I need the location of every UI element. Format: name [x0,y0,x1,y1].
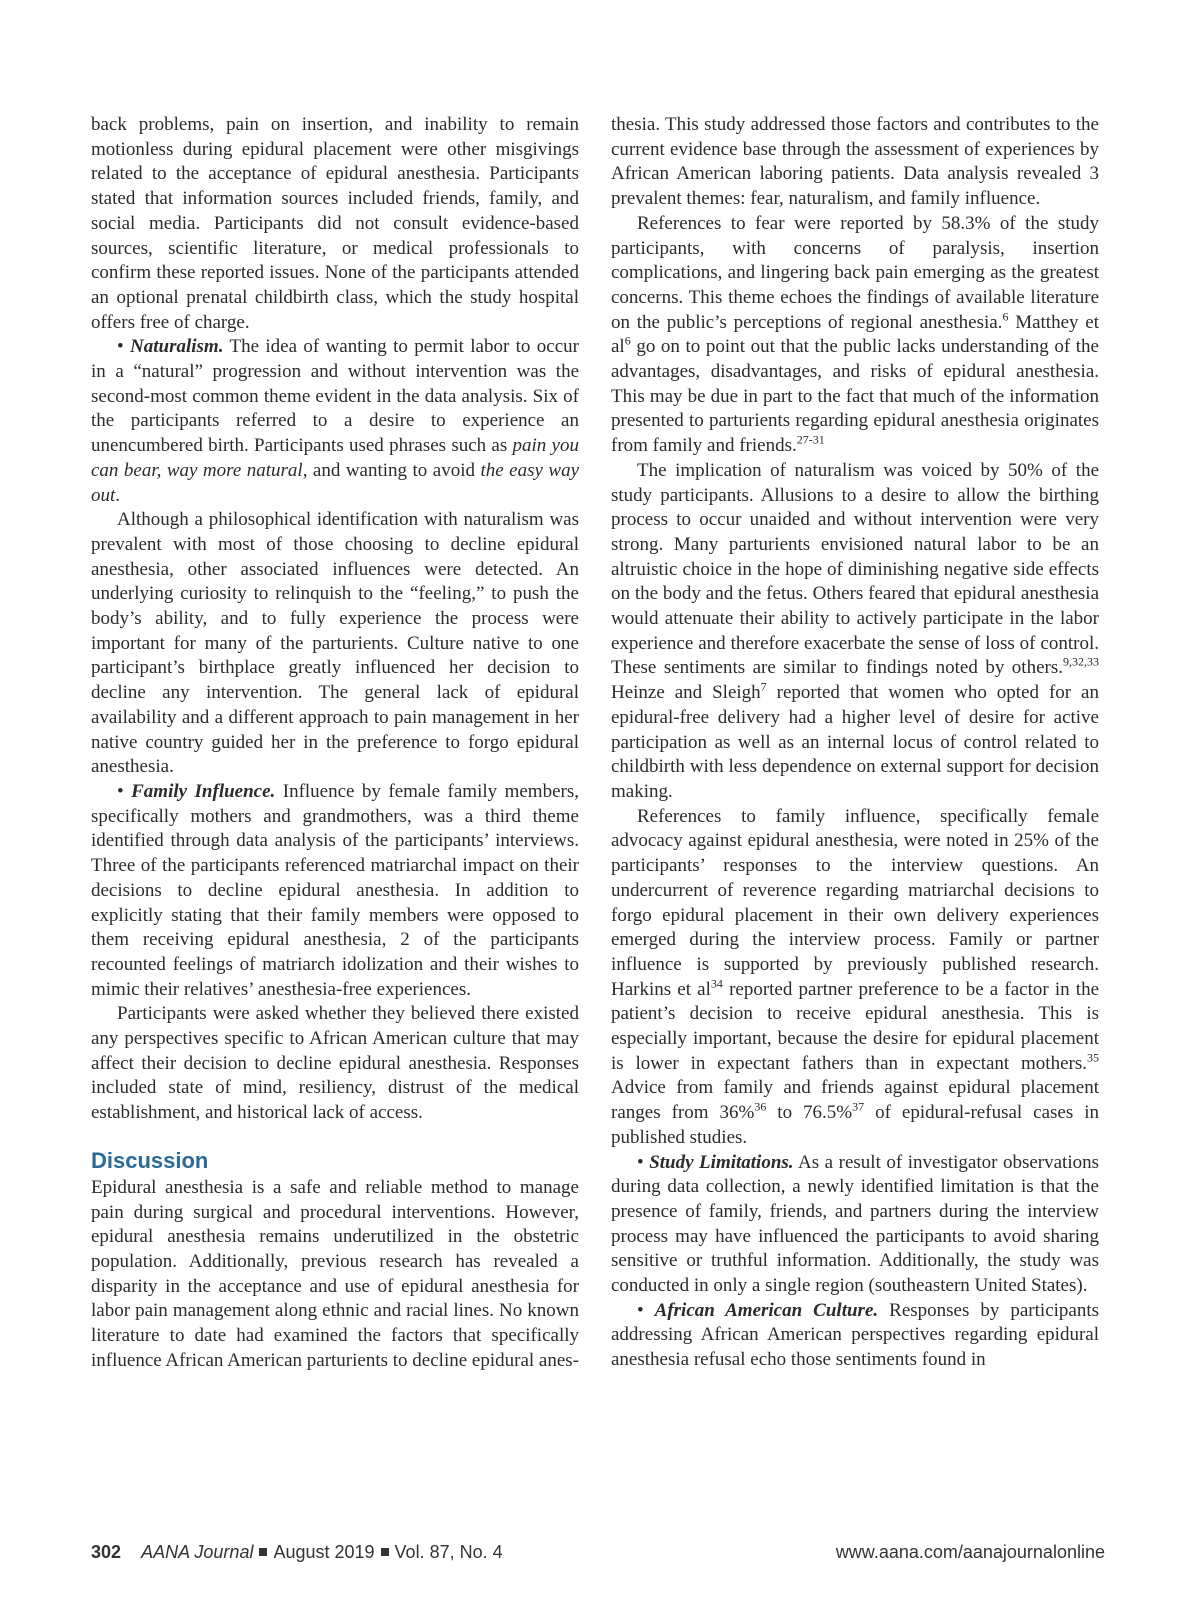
citation: 36 [754,1099,767,1114]
page-footer [91,1542,1105,1568]
paragraph: back problems, pain on insertion, and inability to remain motionless during epidural placement were other misgivings related to the acceptance of epidural anesthesia. Participants stated that information sources included friends, family, and social media. Participants did not consult evidence-based sources, scientific literature, or medical professionals to confirm these reported issues. None of the participants attended an optional prenatal childbirth class, which the study hospital offers free of charge. [91,114,579,333]
paragraph-text: , and wanting to avoid [302,459,481,481]
citation: 37 [852,1099,865,1114]
issue-date: August 2019 [273,1542,375,1562]
citation: 7 [760,679,767,694]
bullet: • [637,1151,650,1173]
paragraph: Epidural anesthesia is a safe and reliable method to manage pain during surgical and procedural interventions. However, epidural anesthesia remains underutilized in the obstetric population. Additionally, previous research has revealed a disparity in the acceptance and use of epidural anesthesia for labor pain management along ethnic and racial lines. No known literature to date had examined the factors that specifically influence African American parturients to decline epidural anes- [91,1176,579,1371]
paragraph-text: Advice from family and friends against epidural placement ranges from 36% [611,1077,1099,1124]
footer-left [91,1542,503,1563]
subheading-naturalism: Naturalism. [130,336,224,358]
paragraph-text: References to family influence, specifically female advocacy against epidural anesthesia, were noted in 25% of the participants’ responses to the interview questions. An undercurrent of reverence regarding matriarchal decisions to forgo epidural placement in their own delivery experiences emerged during the interview process. Family or partner influence is supported by previously published research. Harkins et al [611,805,1099,1000]
citation: 35 [1087,1050,1099,1065]
subheading-study-limitations: Study Limitations. [649,1151,794,1173]
paragraph-text: The idea of wanting to permit labor to occur in a “natural” progression and without intervention was the second-most common theme evident in the data analysis. Six of the participants referred to a desire to experience an unencumbered birth. Participants used phrases such as [91,336,579,457]
bullet: • [637,1299,655,1321]
paragraph-text: reported that women who opted for an epidural-free delivery had a higher level of desire for active participation as well as an internal locus of control related to childbirth with less dependence on external support for decision making. [611,682,1099,802]
citation: 9,32,33 [1063,655,1099,670]
emphasis-text: the easy way out [91,459,579,506]
paragraph-text: go on to point out that the public lacks understanding of the advantages, disadvantages, and risks of epidural anesthesia. This may be due in part to the fact that much of the information presented to parturients regarding epidural anesthesia originates from family and friends. [611,336,1099,457]
paragraph-text: reported partner preference to be a factor in the patient’s decision to receive epidural anesthesia. This is especially important, because the desire for epidural placement is lower in expectant fathers than in expectant mothers. [611,978,1100,1074]
citation: 6 [1002,309,1009,324]
bullet: • [117,336,131,358]
separator-square-icon [259,1548,267,1556]
paragraph-text: Heinze and Sleigh [611,682,761,704]
separator-square-icon [381,1548,389,1556]
naturalism-paragraph [91,335,579,508]
subheading-african-american-culture: African American Culture. [654,1299,879,1321]
paragraph-text: . [115,484,121,506]
journal-name: AANA Journal [141,1542,254,1562]
paragraph: Participants were asked whether they believed there existed any perspectives specific to African American culture that may affect their decision to decline epidural anesthesia. Responses included state of mind, resiliency, distrust of the medical establishment, and historical lack of access. [91,1003,579,1124]
left-column [91,113,579,1373]
right-column [611,113,1099,1373]
paragraph-text: to 76.5% [766,1102,853,1124]
paragraph: Although a philosophical identification with naturalism was prevalent with most of those choosing to decline epidural anesthesia, other associated influences were detected. An underlying curiosity to relinquish to the “feeling,” to push the body’s ability, and to fully experience the process were important for many of the parturients. Culture native to one participant’s birthplace greatly influenced her decision to decline any intervention. The general lack of epidural availability and a different approach to pain management in her native country guided her in the preference to forgo epidural anesthesia. [91,509,579,778]
naturalism-discussion-paragraph [611,459,1099,805]
paragraph-text: As a result of investigator observations during data collection, a newly identified limitation is that the presence of family, friends, and partners during the interview process may have influenced the participants to avoid sharing sensitive or truthful information. Additionally, the study was conducted in only a single region (southeastern United States). [611,1151,1100,1297]
limitations-paragraph [611,1151,1099,1299]
journal-url[interactable]: www.aana.com/aanajournalonline [835,1542,1105,1562]
citation: 27-31 [796,432,825,447]
family-discussion-paragraph [611,805,1099,1151]
subheading-family-influence: Family Influence. [131,780,276,802]
citation: 34 [710,976,723,991]
volume-issue: Vol. 87, No. 4 [394,1542,503,1562]
citation: 6 [624,334,631,348]
paragraph-text: Influence by female family members, specifically mothers and grandmothers, was a third theme identified through data analysis of the participants’ interviews. Three of the participants referenced matriarchal impact on their decisions to decline epidural anesthesia. In addition to explicitly stating that their family members were opposed to them receiving epidural anesthesia, 2 of the participants recounted feelings of matriarch idolization and their wishes to mimic their relatives’ anesthesia-free experiences. [91,780,579,1000]
paragraph-text: Matthey et al [611,311,1099,358]
paragraph-text: The implication of naturalism was voiced by 50% of the study participants. Allusions to a desire to allow the birthing process to occur unaided and without intervention were very strong. Many parturients envisioned natural labor to be an altruistic choice in the hope of diminishing negative side effects on the body and the fetus. Others feared that epidural anesthesia would attenuate their ability to actively participate in the labor experience and therefore exacerbate the sense of loss of control. These sentiments are similar to findings noted by others. [611,459,1099,679]
paragraph: thesia. This study addressed those factors and contributes to the current evidence base through the assessment of experiences by African American laboring patients. Data analysis revealed 3 prevalent themes: fear, naturalism, and family influence. [611,114,1099,210]
family-influence-paragraph [91,780,579,1002]
section-heading-discussion: Discussion [91,1147,209,1173]
emphasis-text: pain you can bear, way more natural [91,435,579,481]
page-number: 302 [91,1542,122,1562]
culture-paragraph [611,1299,1099,1373]
paragraph-text: Responses by participants addressing African American perspectives regarding epidural anesthesia refusal echo those sentiments found in [611,1299,1100,1371]
paragraph-text: References to fear were reported by 58.3% of the study participants, with concerns of paralysis, insertion complications, and lingering back pain emerging as the greatest concerns. This theme echoes the findings of available literature on the public’s perceptions of regional anesthesia. [611,212,1099,333]
paragraph-text: of epidural-refusal cases in published studies. [611,1102,1099,1148]
fear-paragraph [611,212,1099,459]
bullet: • [117,780,132,802]
